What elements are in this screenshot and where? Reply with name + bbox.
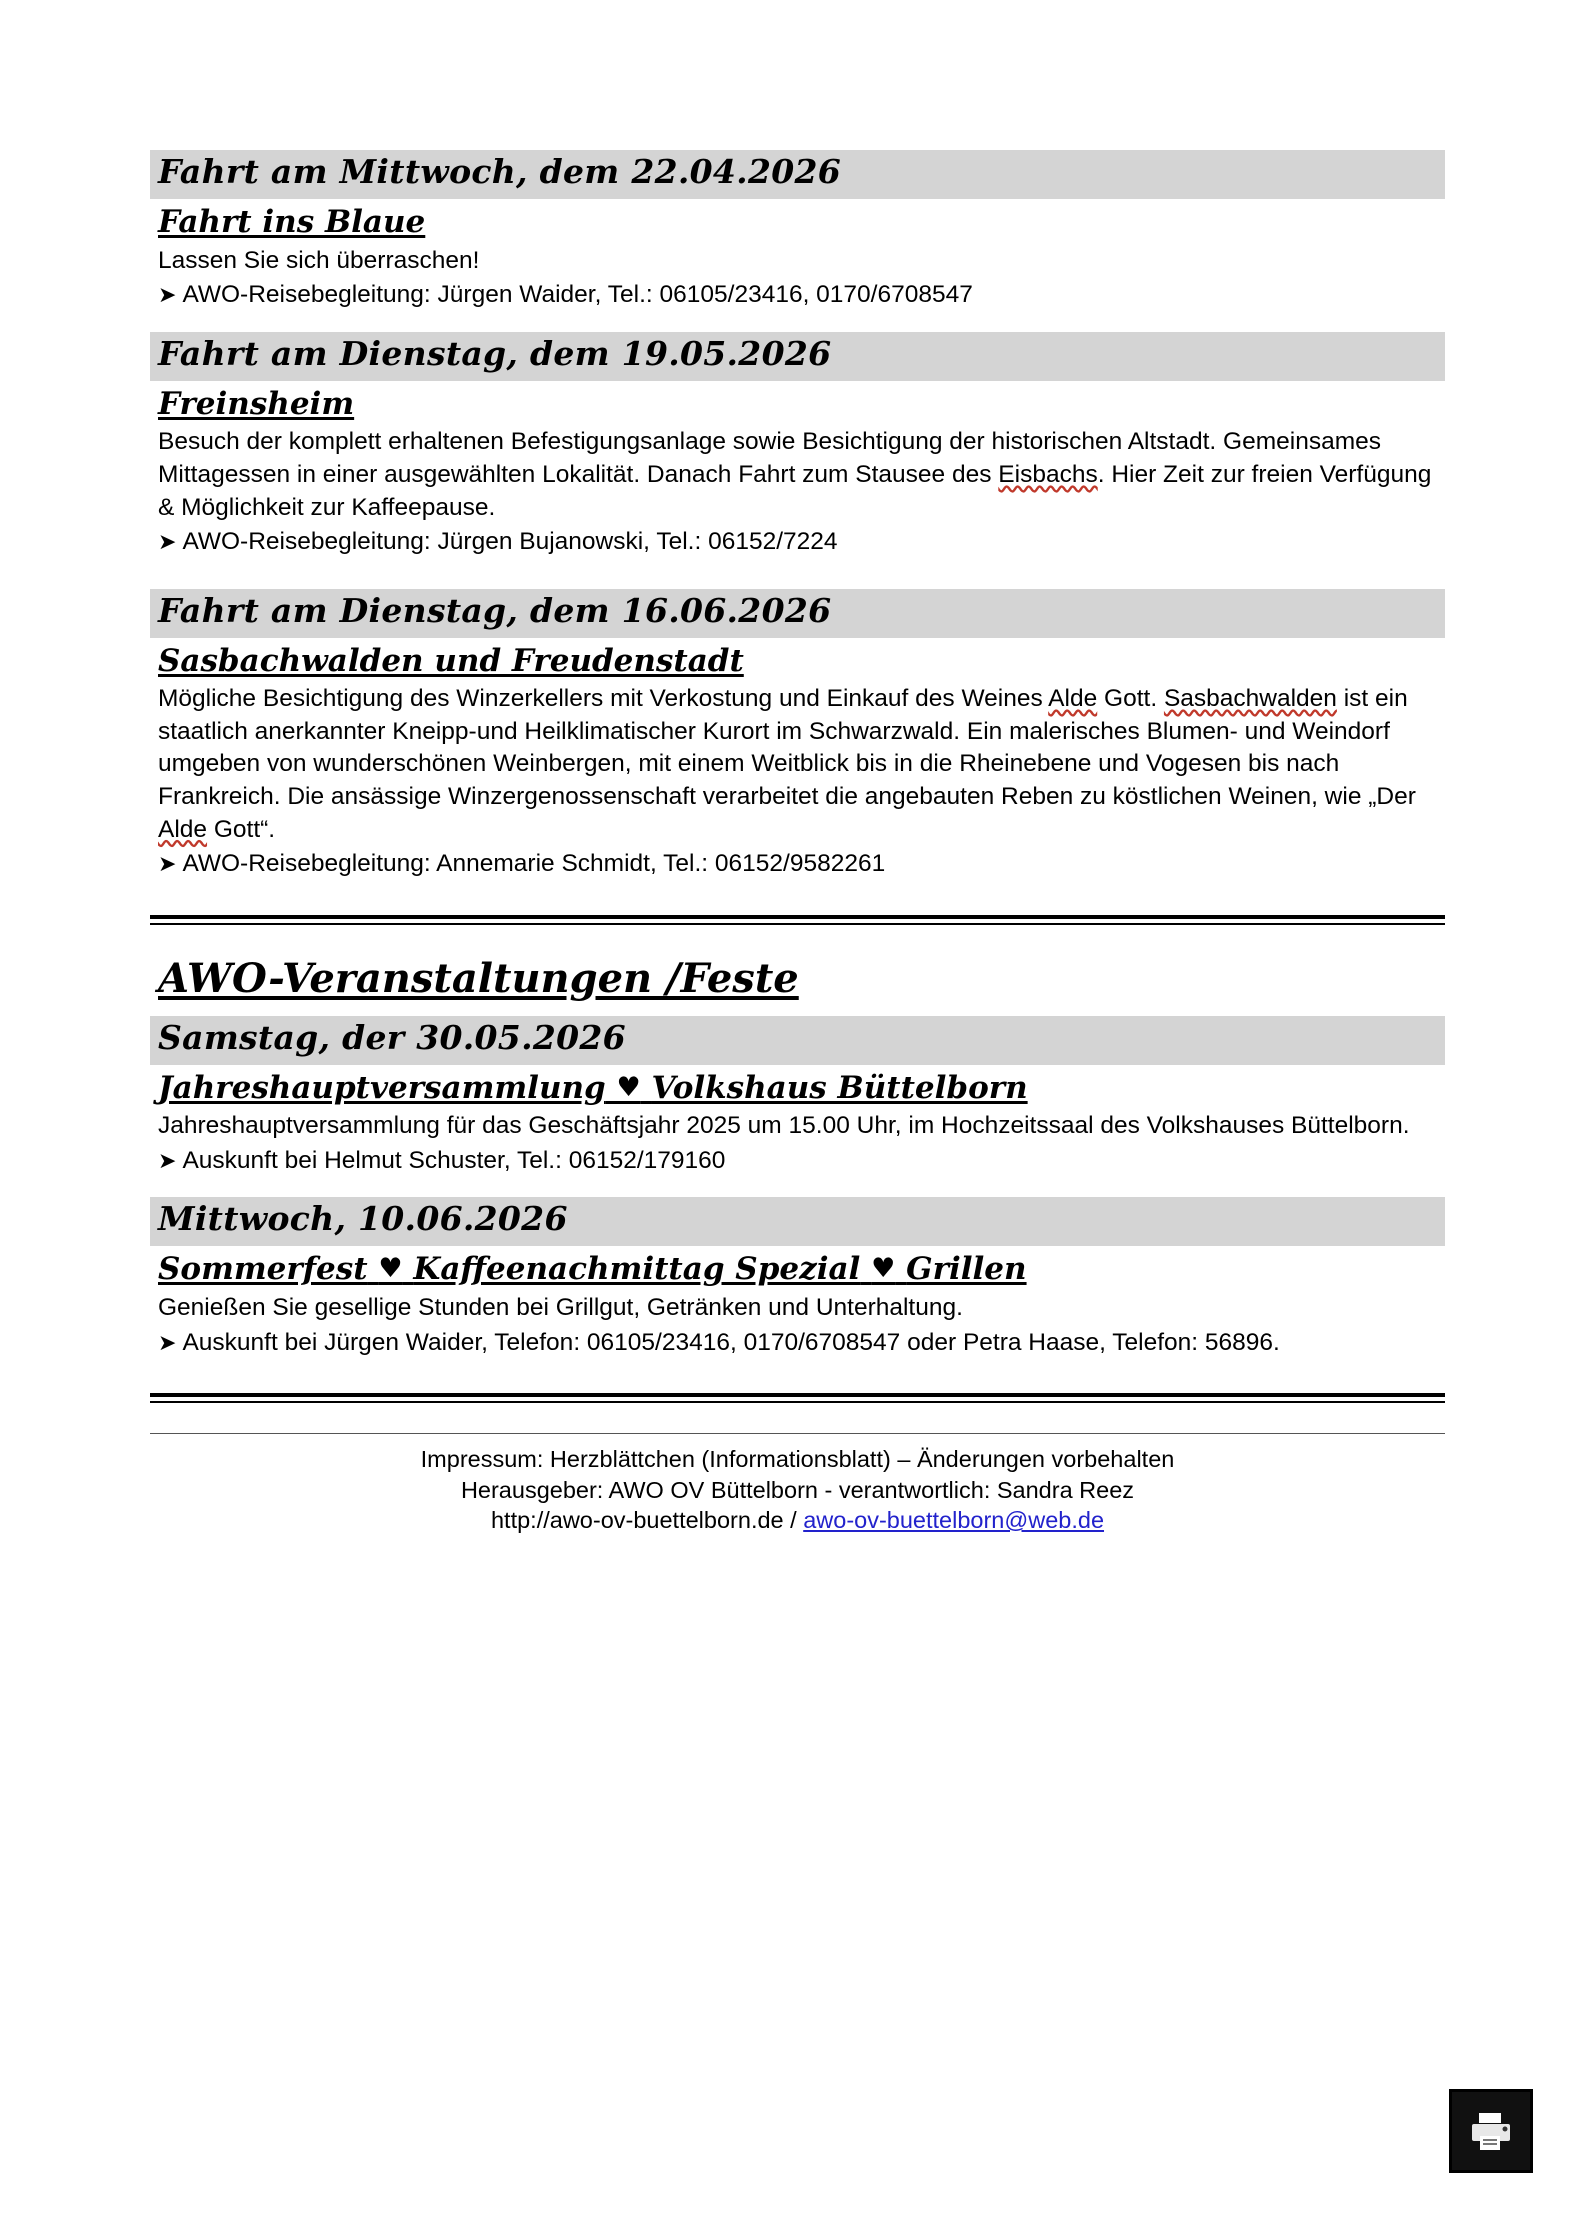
event-contact-text-1: Auskunft bei Helmut Schuster, Tel.: 06152/179160 — [182, 1146, 726, 1174]
trip-body-3: Mögliche Besichtigung des Winzerkellers mit Verkostung und Einkauf des Weines Alde Gott. Sasbachwalden ist ein staatlich anerkannter Kneipp-und Heilklimatischer Kurort im Schwarzwald. Ein malerisches Blumen- und Weindorf umgeben von wunderschönen Weinbergen, mit einem Weitblick bis in die Rheinebene und Vogesen bis nach Frankreich. Die ansässige Winzergenossenschaft verarbeitet die angebauten Reben zu köstlichen Weinen, wie „Der Alde Gott“. — [158, 685, 1416, 843]
event-title-2 — [158, 1252, 1445, 1288]
event-title-part-2a: Sommerfest — [158, 1251, 368, 1288]
footer-line-3 — [150, 1505, 1445, 1536]
bullet-arrow-icon: ➤ — [158, 1148, 177, 1174]
print-badge[interactable] — [1449, 2089, 1533, 2173]
heart-icon: ♥ — [616, 1071, 641, 1103]
event-title-part-2b: Kaffeenachmittag Spezial — [413, 1251, 861, 1288]
trip-contact-text-3: AWO-Reisebegleitung: Annemarie Schmidt, Tel.: 06152/9582261 — [182, 850, 886, 878]
event-title-part-1b: Volkshaus Büttelborn — [651, 1069, 1028, 1106]
trip-title-3: Sasbachwalden und Freudenstadt — [158, 642, 744, 679]
trip-body-1: Lassen Sie sich überraschen! — [158, 246, 480, 274]
event-contact-2 — [158, 1327, 1445, 1360]
print-icon — [1468, 2109, 1514, 2153]
trip-title-1: Fahrt ins Blaue — [158, 203, 426, 240]
events-section-heading: AWO-Veranstaltungen /Feste — [158, 954, 799, 1002]
bullet-arrow-icon: ➤ — [158, 283, 177, 309]
trip-contact-2 — [158, 526, 1445, 559]
footer — [150, 1444, 1445, 1536]
trip-contact-text-2: AWO-Reisebegleitung: Jürgen Bujanowski, Tel.: 06152/7224 — [182, 528, 838, 556]
section-divider-top — [150, 915, 1445, 925]
heart-icon: ♥ — [871, 1253, 896, 1285]
footer-website: http://awo-ov-buettelborn.de / — [490, 1507, 804, 1534]
event-date-banner-1: Samstag, der 30.05.2026 — [150, 1016, 1445, 1065]
bullet-arrow-icon: ➤ — [158, 852, 177, 878]
trip-body-2: Besuch der komplett erhaltenen Befestigungsanlage sowie Besichtigung der historischen Altstadt. Gemeinsames Mittagessen in einer ausgewählten Lokalität. Danach Fahrt zum Stausee des Eisbachs. Hier Zeit zur freien Verfügung & Möglichkeit zur Kaffeepause. — [158, 428, 1432, 521]
event-body-2: Genießen Sie gesellige Stunden bei Grillgut, Getränken und Unterhaltung. — [158, 1294, 963, 1322]
section-divider-bottom — [150, 1393, 1445, 1403]
event-title-part-2c: Grillen — [906, 1251, 1027, 1288]
event-title-1 — [158, 1071, 1445, 1107]
trip-contact-text-1: AWO-Reisebegleitung: Jürgen Waider, Tel.: 06105/23416, 0170/6708547 — [182, 281, 973, 309]
trip-date-banner-1: Fahrt am Mittwoch, dem 22.04.2026 — [150, 150, 1445, 199]
bullet-arrow-icon: ➤ — [158, 1330, 177, 1356]
trip-contact-1 — [158, 279, 1445, 312]
trip-contact-3 — [158, 848, 1445, 881]
event-contact-1 — [158, 1145, 1445, 1178]
event-contact-text-2: Auskunft bei Jürgen Waider, Telefon: 06105/23416, 0170/6708547 oder Petra Haase, Telefon: 56896. — [182, 1328, 1280, 1356]
footer-divider — [150, 1433, 1445, 1434]
trip-title-2: Freinsheim — [158, 385, 355, 422]
document-content — [150, 150, 1445, 1536]
trip-date-banner-3: Fahrt am Dienstag, dem 16.06.2026 — [150, 589, 1445, 638]
heart-icon: ♥ — [378, 1253, 403, 1285]
event-date-banner-2: Mittwoch, 10.06.2026 — [150, 1197, 1445, 1246]
event-body-1: Jahreshauptversammlung für das Geschäftsjahr 2025 um 15.00 Uhr, im Hochzeitssaal des Volkshauses Büttelborn. — [158, 1112, 1410, 1140]
footer-email-link[interactable]: awo-ov-buettelborn@web.de — [803, 1507, 1105, 1534]
trip-date-banner-2: Fahrt am Dienstag, dem 19.05.2026 — [150, 332, 1445, 381]
bullet-arrow-icon: ➤ — [158, 530, 177, 556]
footer-line-2: Herausgeber: AWO OV Büttelborn - verantwortlich: Sandra Reez — [460, 1476, 1135, 1503]
event-title-part-1a: Jahreshauptversammlung — [158, 1069, 606, 1106]
footer-line-1: Impressum: Herzblättchen (Informationsblatt) – Änderungen vorbehalten — [420, 1446, 1175, 1473]
